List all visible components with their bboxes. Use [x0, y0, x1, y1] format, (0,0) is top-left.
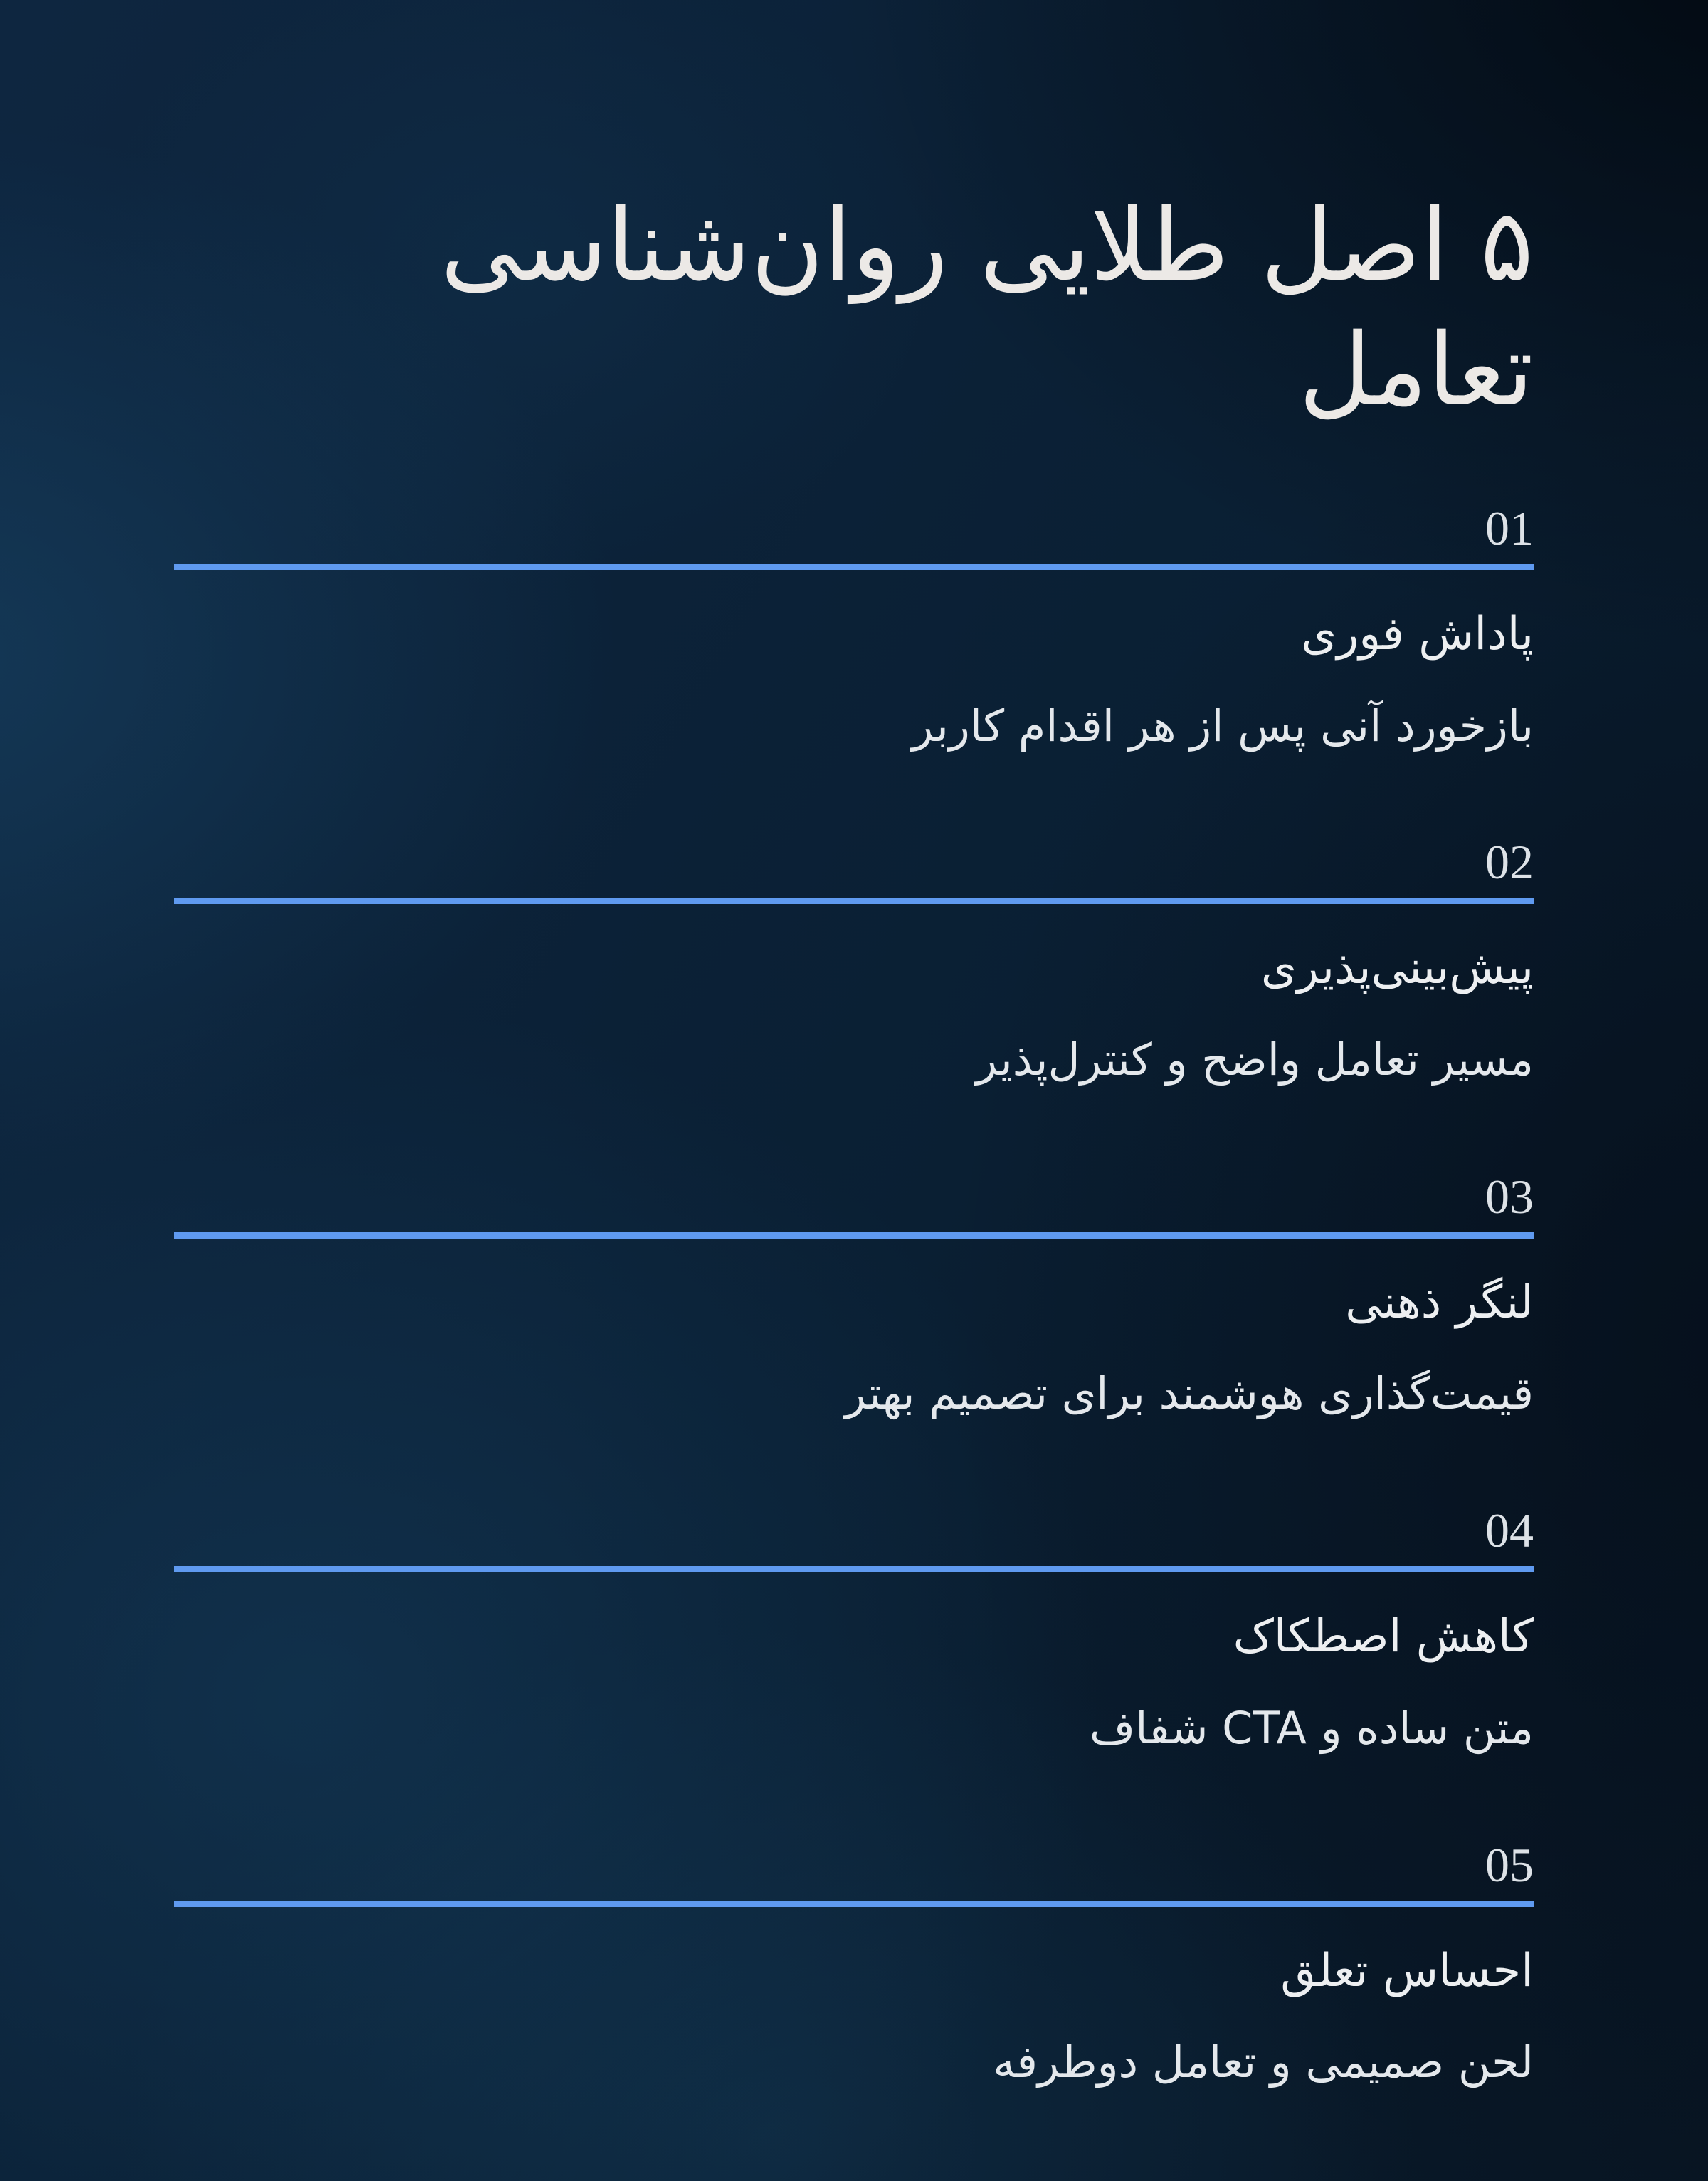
principle-subtitle: متن ساده و CTA شفاف — [1089, 1701, 1534, 1754]
principles-list — [174, 501, 1534, 2093]
principle-item-5 — [174, 1837, 1534, 2093]
principle-item-1 — [174, 501, 1534, 757]
page-title: ۵ اصل طلایی روان‌شناسی تعامل — [440, 188, 1534, 429]
principle-number: 04 — [1485, 1503, 1534, 1558]
slide-content — [174, 0, 1534, 2175]
principle-heading: احساس تعلق — [1280, 1944, 1534, 1997]
principle-number: 05 — [1485, 1837, 1534, 1892]
principle-heading: لنگر ذهنی — [1345, 1276, 1534, 1329]
divider-line — [174, 1901, 1534, 1907]
principle-item-4 — [174, 1503, 1534, 1759]
principle-item-2 — [174, 835, 1534, 1090]
divider-line — [174, 1232, 1534, 1239]
principle-number: 03 — [1485, 1169, 1534, 1224]
divider-line — [174, 1566, 1534, 1572]
divider-line — [174, 564, 1534, 570]
principle-number: 02 — [1485, 835, 1534, 890]
principle-heading: پاداش فوری — [1301, 608, 1534, 661]
principle-subtitle: مسیر تعامل واضح و کنترل‌پذیر — [976, 1033, 1534, 1086]
principle-heading: کاهش اصطکاک — [1233, 1610, 1534, 1664]
principle-subtitle: لحن صمیمی و تعامل دوطرفه — [993, 2036, 1534, 2088]
principle-number: 01 — [1485, 501, 1534, 555]
principle-subtitle: قیمت‌گذاری هوشمند برای تصمیم بهتر — [844, 1367, 1534, 1420]
principle-heading: پیش‌بینی‌پذیری — [1260, 942, 1534, 995]
principle-subtitle: بازخورد آنی پس از هر اقدام کاربر — [912, 699, 1534, 752]
divider-line — [174, 898, 1534, 904]
principle-item-3 — [174, 1169, 1534, 1425]
